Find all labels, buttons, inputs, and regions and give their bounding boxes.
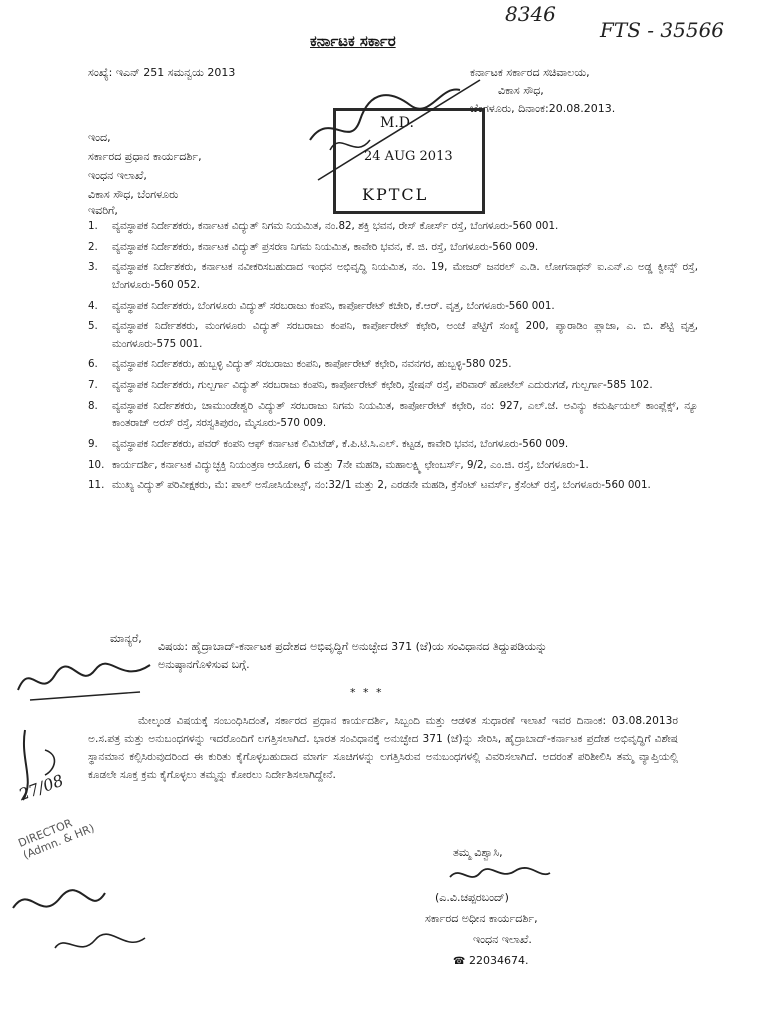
list-item [88,218,698,236]
signature-block [425,842,555,972]
stamp-date: 24 AUG 2013 [364,149,453,164]
closing: ತಮ್ಮ ವಿಶ್ವಾಸಿ, [453,846,503,859]
handwritten-scribble [300,50,500,210]
stamp-kptcl: KPTCL [362,185,429,204]
list-item-text: ವ್ಯವಸ್ಥಾಪಕ ನಿರ್ದೇಶಕರು, ಕರ್ನಾಟಕ ನವೀಕರಿಸಬಹುದಾದ ಇಂಧನ ಅಭಿವೃದ್ಧಿ ನಿಯಮಿತ, ನಂ. 19, ಮೇಜರ್ ಜನರಲ್ ಎ.ಡಿ. ಲೋಗನಾಥನ್ ಐ.ಎನ್.ಎ ಅಡ್ಡ ಕ್ವೀನ್ಸ್ ರಸ್ತೆ, ಬೆಂಗಳೂರು-560 052. [112,261,698,291]
list-item [88,356,698,374]
list-item [88,259,698,294]
list-item-text: ವ್ಯವಸ್ಥಾಪಕ ನಿರ್ದೇಶಕರು, ಗುಲ್ಬರ್ಗಾ ವಿದ್ಯುತ್ ಸರಬರಾಜು ಕಂಪನಿ, ಕಾರ್ಪೋರೇಟ್ ಕಛೇರಿ, ಸ್ಟೇಷನ್ ರಸ್ತೆ, ಪರಿವಾರ್ ಹೋಟೆಲ್ ಎದುರುಗಡೆ, ಗುಲ್ಬರ್ಗಾ-585 102. [112,379,653,392]
handwritten-fts-number: FTS - 35566 [600,18,725,42]
director-stamp: DIRECTOR (Admn. & HR) [16,816,97,862]
list-item-text: ವ್ಯವಸ್ಥಾಪಕ ನಿರ್ದೇಶಕರು, ಮಂಗಳೂರು ವಿದ್ಯುತ್ ಸರಬರಾಜು ಕಂಪನಿ, ಕಾರ್ಪೋರೇಟ್ ಕಛೇರಿ, ಅಂಚೆ ಪೆಟ್ಟಿಗೆ ಸಂಖ್ಯೆ 200, ಪ್ಯಾರಾಡಿಂ ಪ್ಲಾಜಾ, ಎ. ಬಿ. ಶೆಟ್ಟಿ ವೃತ್ತ, ಮಂಗಳೂರು-575 001. [112,320,698,350]
list-item-number: 1. [88,220,98,232]
from-line: ವಿಕಾಸ ಸೌಧ, ಬೆಂಗಳೂರು [88,188,179,201]
list-item-number: 3. [88,261,98,274]
list-item-number: 4. [88,299,98,312]
list-item-text: ವ್ಯವಸ್ಥಾಪಕ ನಿರ್ದೇಶಕರು, ಚಾಮುಂಡೇಶ್ವರಿ ವಿದ್ಯುತ್ ಸರಬರಾಜು ನಿಗಮ ನಿಯಮಿತ, ಕಾರ್ಪೋರೇಟ್ ಕಛೇರಿ, ನಂ: 927, ಎಲ್.ಜೆ. ಅವಿನ್ಯು ಕಮರ್ಷಿಯಲ್ ಕಾಂಪ್ಲೆಕ್ಸ್, ನ್ಯೂ ಕಾಂತರಾಜ್ ಅರಸ್ ರಸ್ತೆ, ಸರಸ್ವತಿಪುರಂ, ಮೈಸೂರು-570 009. [112,399,698,430]
list-item [88,457,698,475]
stamp-md: M.D. [380,115,414,131]
phone-line [425,950,555,972]
signature-mark [445,863,555,887]
list-item-number: 2. [88,240,98,253]
list-item-text: ವ್ಯವಸ್ಥಾಪಕ ನಿರ್ದೇಶಕರು, ಕರ್ನಾಟಕ ವಿದ್ಯುತ್ ಪ್ರಸರಣ ನಿಗಮ ನಿಯಮಿತ, ಕಾವೇರಿ ಭವನ, ಕೆ. ಜಿ. ರಸ್ತೆ, ಬೆಂಗಳೂರು-560 009. [112,240,539,253]
list-item-number: 7. [88,379,98,392]
handwritten-initial-left [10,650,160,710]
to-label: ಇವರಿಗೆ, [88,204,118,217]
list-item-text: ವ್ಯವಸ್ಥಾಪಕ ನಿರ್ದೇಶಕರು, ಹುಬ್ಬಳ್ಳಿ ವಿದ್ಯುತ್ ಸರಬರಾಜು ಕಂಪನಿ, ಕಾರ್ಪೋರೇಟ್ ಕಛೇರಿ, ನವನಗರ, ಹುಬ್ಬಳ್ಳಿ-580 025. [112,358,512,371]
list-item-text: ಮುಖ್ಯ ವಿದ್ಯುತ್ ಪರಿವೀಕ್ಷಕರು, ಮೆ: ಪಾಲ್ ಅಸೋಸಿಯೇಟ್ಸ್, ನಂ:32/1 ಮತ್ತು 2, ಎರಡನೇ ಮಹಡಿ, ಕ್ರೆಸೆಂಟ್ ಟವರ್ಸ್, ಕ್ರೆಸೆಂಟ್ ರಸ್ತೆ, ಬೆಂಗಳೂರು-560 001. [112,479,651,492]
page-title: ಕರ್ನಾಟಕ ಸರ್ಕಾರ [310,32,396,50]
phone-number: 22034674. [468,954,529,967]
salutation: ಮಾನ್ಯರೆ, [110,632,142,645]
office-line: ಕರ್ನಾಟಕ ಸರ್ಕಾರದ ಸಚಿವಾಲಯ, [470,66,590,79]
list-item-number: 6. [88,358,98,371]
list-item-number: 8. [88,399,98,412]
list-item [88,298,698,316]
body-paragraph: ಮೇಲ್ಕಂಡ ವಿಷಯಕ್ಕೆ ಸಂಬಂಧಿಸಿದಂತೆ, ಸರ್ಕಾರದ ಪ್ರಧಾನ ಕಾರ್ಯದರ್ಶಿ, ಸಿಬ್ಬಂದಿ ಮತ್ತು ಆಡಳಿತ ಸುಧಾರಣೆ ಇಲಾಖೆ ಇವರ ದಿನಾಂಕ: 03.08.2013ರ ಅ.ಸ.ಪತ್ರ ಮತ್ತು ಅನುಬಂಧಗಳನ್ನು ಇದರೊಂದಿಗೆ ಲಗತ್ತಿಸಲಾಗಿದೆ. ಭಾರತ ಸಂವಿಧಾನಕ್ಕೆ ಅನುಚ್ಛೇದ 371 (ಜೆ)ನ್ನು ಸೇರಿಸಿ, ಹೈದ್ರಾಬಾದ್-ಕರ್ನಾಟಕ ಪ್ರದೇಶ ಅಭಿವೃದ್ಧಿಗೆ ವಿಶೇಷ ಸ್ಥಾನಮಾನ ಕಲ್ಪಿಸಿರುವುದರಿಂದ ಈ ಕುರಿತು ಕೈಗೊಳ್ಳಬಹುದಾದ ಮಾರ್ಗ ಸೂಚಿಗಳನ್ನು ಲಗತ್ತಿಸಿರುವ ಅನುಬಂಧಗಳಲ್ಲಿ ವಿವರಿಸಲಾಗಿದೆ. ಅದರಂತೆ ಪರಿಶೀಲಿಸಿ ತಮ್ಮ ವ್ಯಾಪ್ತಿಯಲ್ಲಿ ಕೂಡಲೇ ಸೂಕ್ತ ಕ್ರಮ ಕೈಗೊಳ್ಳಲು ತಮ್ಮನ್ನು ಕೋರಲು ನಿರ್ದೇಶಿಸಲಾಗಿದ್ದೇನೆ. [88,715,678,781]
list-item-text: ವ್ಯವಸ್ಥಾಪಕ ನಿರ್ದೇಶಕರು, ಕರ್ನಾಟಕ ವಿದ್ಯುತ್ ನಿಗಮ ನಿಯಮಿತ, ನಂ.82, ಶಕ್ತಿ ಭವನ, ರೇಸ್ ಕೋರ್ಸ್ ರಸ್ತೆ, ಬೆಂಗಳೂರು-560 001. [112,220,559,232]
from-line: ಇಂಧನ ಇಲಾಖೆ, [88,169,147,182]
list-item-number: 5. [88,320,98,333]
phone-icon: ☎ [453,956,466,967]
list-item [88,477,698,495]
office-line: ವಿಕಾಸ ಸೌಧ, [498,84,544,97]
list-item [88,239,698,257]
list-item [88,436,698,454]
from-block [88,128,202,204]
letter-body [88,712,678,784]
list-item-number: 10. [88,458,105,471]
list-item-text: ವ್ಯವಸ್ಥಾಪಕ ನಿರ್ದೇಶಕರು, ಬೆಂಗಳೂರು ವಿದ್ಯುತ್ ಸರಬರಾಜು ಕಂಪನಿ, ಕಾರ್ಪೋರೇಟ್ ಕಚೇರಿ, ಕೆ.ಆರ್. ವೃತ್ತ, ಬೆಂಗಳೂರು-560 001. [112,299,555,312]
list-item [88,318,698,353]
list-item [88,398,698,433]
list-item [88,377,698,395]
signatory-designation: ಸರ್ಕಾರದ ಅಧೀನ ಕಾರ್ಯದರ್ಶಿ, [425,912,538,925]
margin-date-note: 27/08 [16,770,66,805]
subject-line: ವಿಷಯ: ಹೈದ್ರಾಬಾದ್-ಕರ್ನಾಟಕ ಪ್ರದೇಶದ ಅಭಿವೃದ್ಧಿಗೆ ಅನುಚ್ಛೇದ 371 (ಜೆ)ಯ ಸಂವಿಧಾನದ ತಿದ್ದುಪಡಿಯನ್ನು ಅನುಷ್ಠಾನಗೊಳಿಸುವ ಬಗ್ಗೆ. [158,640,548,671]
list-item-text: ಕಾರ್ಯದರ್ಶಿ, ಕರ್ನಾಟಕ ವಿದ್ಯುಚ್ಛಕ್ತಿ ನಿಯಂತ್ರಣ ಆಯೋಗ, 6 ಮತ್ತು 7ನೇ ಮಹಡಿ, ಮಹಾಲಕ್ಷ್ಮಿ ಛೇಂಬರ್ಸ್, 9/2, ಎಂ.ಜಿ. ರಸ್ತೆ, ಬೆಂಗಳೂರು-1. [112,458,589,471]
separator-stars: * * * [350,686,384,699]
recipients-list [88,218,698,498]
signatory-name: (ಎ.ವಿ.ಚಪ್ಪರಬಂದ್) [435,891,509,904]
from-label: ಇಂದ, [88,131,111,144]
list-item-number: 9. [88,438,98,450]
list-item-text: ವ್ಯವಸ್ಥಾಪಕ ನಿರ್ದೇಶಕರು, ಪವರ್ ಕಂಪನಿ ಆಫ್ ಕರ್ನಾಟಕ ಲಿಮಿಟೆಡ್, ಕೆ.ಪಿ.ಟಿ.ಸಿ.ಎಲ್. ಕಟ್ಟಡ, ಕಾವೇರಿ ಭವನ, ಬೆಂಗಳೂರು-560 009. [112,438,569,450]
handwritten-signature-bottom-left [5,878,165,968]
from-line: ಸರ್ಕಾರದ ಪ್ರಧಾನ ಕಾರ್ಯದರ್ಶಿ, [88,150,202,163]
signatory-dept: ಇಂಧನ ಇಲಾಖೆ. [473,933,532,946]
office-line: ಬೆಂಗಳೂರು, ದಿನಾಂಕ:20.08.2013. [470,102,616,115]
file-number: ಸಂಖ್ಯೆ: ಇಎನ್ 251 ಸಮನ್ವಯ 2013 [88,66,236,79]
handwritten-file-number: 8346 [505,2,556,26]
list-item-number: 11. [88,479,105,492]
